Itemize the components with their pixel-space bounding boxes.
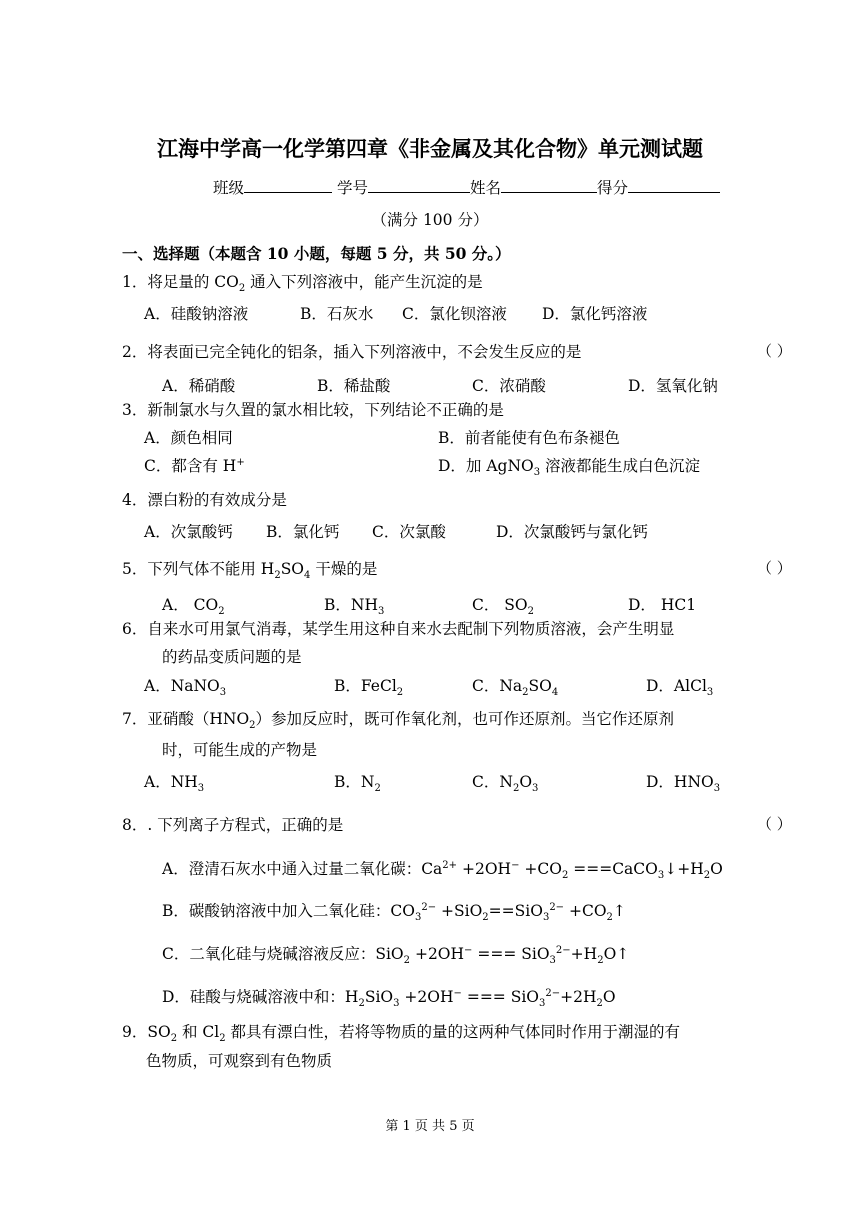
class-label: 班级 — [213, 179, 245, 197]
q7-option-a: A．$NH_3$ — [144, 773, 205, 795]
q1-option-a: A．硅酸钠溶液 — [144, 305, 249, 323]
q3-option-d: D．加 AgNO$_3$ 溶液都能生成白色沉淀 — [438, 457, 701, 479]
q4-option-d: D．次氯酸钙与氯化钙 — [496, 523, 648, 541]
q4-option-c: C．次氯酸 — [372, 523, 446, 541]
question-4-stem: 4．漂白粉的有效成分是 — [122, 491, 287, 509]
q1-option-b: B．石灰水 — [300, 305, 374, 323]
score-label: 得分 — [596, 179, 628, 197]
q8-option-d: D．硅酸与烧碱溶液中和：$H_2SiO_3 +2OH^-$ === $SiO_3^{2-}+2H_2O$ — [162, 987, 616, 1010]
q6-option-a: A．NaNO$_3$ — [144, 677, 227, 699]
question-7-stem: 7．亚硝酸$(HNO_2)$参加反应时，既可作氧化剂，也可作还原剂。当它作还原剂 — [122, 710, 675, 732]
score-blank — [628, 177, 720, 193]
q1-option-c: C．氯化钡溶液 — [402, 305, 507, 323]
q8-option-b: B．碳酸钠溶液中加入二氧化硅：$CO_3^{2-} +SiO_2==SiO_3^{2-}$ $+CO_2↑$ — [162, 901, 626, 924]
page-footer: 第 1 页 共 5 页 — [385, 1119, 475, 1134]
question-5-stem: 5．下列气体不能用 $H_2SO_4$ 干燥的是 — [122, 560, 378, 582]
q4-option-b: B．氯化钙 — [266, 523, 340, 541]
question-9-stem: 9．$SO_2$ 和 $Cl_2$ 都具有漂白性，若将等物质的量的这两种气体同时作用于潮湿的有 — [122, 1023, 681, 1045]
question-6-stem-cont: 的药品变质问题的是 — [162, 648, 302, 666]
q2-answer-paren: （ ） — [757, 342, 792, 360]
q5-option-d: D． HC1 — [628, 596, 697, 614]
q2-option-d: D．氢氧化钠 — [628, 377, 718, 395]
q1-option-d: D．氯化钙溶液 — [542, 305, 648, 323]
page-title: 江海中学高一化学第四章《非金属及其化合物》单元测试题 — [157, 136, 703, 161]
name-blank — [501, 177, 597, 193]
question-9-stem-cont: 色物质，可观察到有色物质 — [146, 1052, 333, 1070]
q2-option-b: B．稀盐酸 — [317, 377, 391, 395]
question-7-stem-cont: 时，可能生成的产物是 — [162, 741, 318, 759]
id-label: 学号 — [336, 179, 368, 197]
q7-option-c: C．$N_2O_3$ — [472, 773, 539, 795]
question-3-stem: 3．新制氯水与久置的氯水相比较，下列结论不正确的是 — [122, 401, 504, 419]
q2-option-a: A．稀硝酸 — [162, 377, 236, 395]
q7-option-b: B．$N_2$ — [334, 773, 381, 795]
question-8-stem: 8．. 下列离子方程式，正确的是 — [122, 816, 344, 834]
q6-option-b: B．FeCl$_2$ — [334, 677, 404, 699]
q6-option-c: C．$Na_2SO_4$ — [472, 677, 559, 699]
q3-option-a: A．颜色相同 — [144, 429, 233, 447]
q5-option-c: C． $SO_2$ — [472, 596, 534, 618]
student-info-line — [213, 176, 720, 198]
q8-option-c: C．二氧化硅与烧碱溶液反应：SiO$_2$ +2OH− === $SiO_3^{2-}+H_2O↑$ — [162, 944, 630, 967]
q5-option-b: B．$NH_3$ — [324, 596, 385, 618]
class-blank — [244, 177, 332, 193]
q8-answer-paren: （ ） — [757, 815, 792, 833]
q8-option-a: A．澄清石灰水中通入过量二氧化碳：$Ca^{2+} +2OH^- +CO_2$ $===CaCO_3↓+H_2O$ — [162, 859, 723, 882]
q3-option-c: C．都含有 H+ — [144, 456, 245, 475]
question-1-stem: 1．将足量的 $CO_2$ 通入下列溶液中，能产生沉淀的是 — [122, 273, 483, 295]
id-blank — [368, 177, 470, 193]
q7-option-d: D．$HNO_3$ — [646, 773, 721, 795]
question-2-stem: 2．将表面已完全钝化的铝条，插入下列溶液中，不会发生反应的是 — [122, 343, 582, 361]
q2-option-c: C．浓硝酸 — [472, 377, 546, 395]
q4-option-a: A．次氯酸钙 — [144, 523, 233, 541]
q6-option-d: D．AlCl$_3$ — [646, 677, 714, 699]
section-heading: 一、选择题（本题含 10 小题，每题 5 分，共 50 分。） — [122, 244, 511, 263]
question-6-stem: 6．自来水可用氯气消毒，某学生用这种自来水去配制下列物质溶液，会产生明显 — [122, 620, 675, 638]
q5-answer-paren: （ ） — [757, 559, 792, 577]
q5-option-a: A． $CO_2$ — [162, 596, 225, 618]
q3-option-b: B．前者能使有色布条褪色 — [438, 429, 620, 447]
name-label: 姓名 — [469, 179, 501, 197]
full-score-note: （满分 100 分） — [371, 211, 489, 229]
